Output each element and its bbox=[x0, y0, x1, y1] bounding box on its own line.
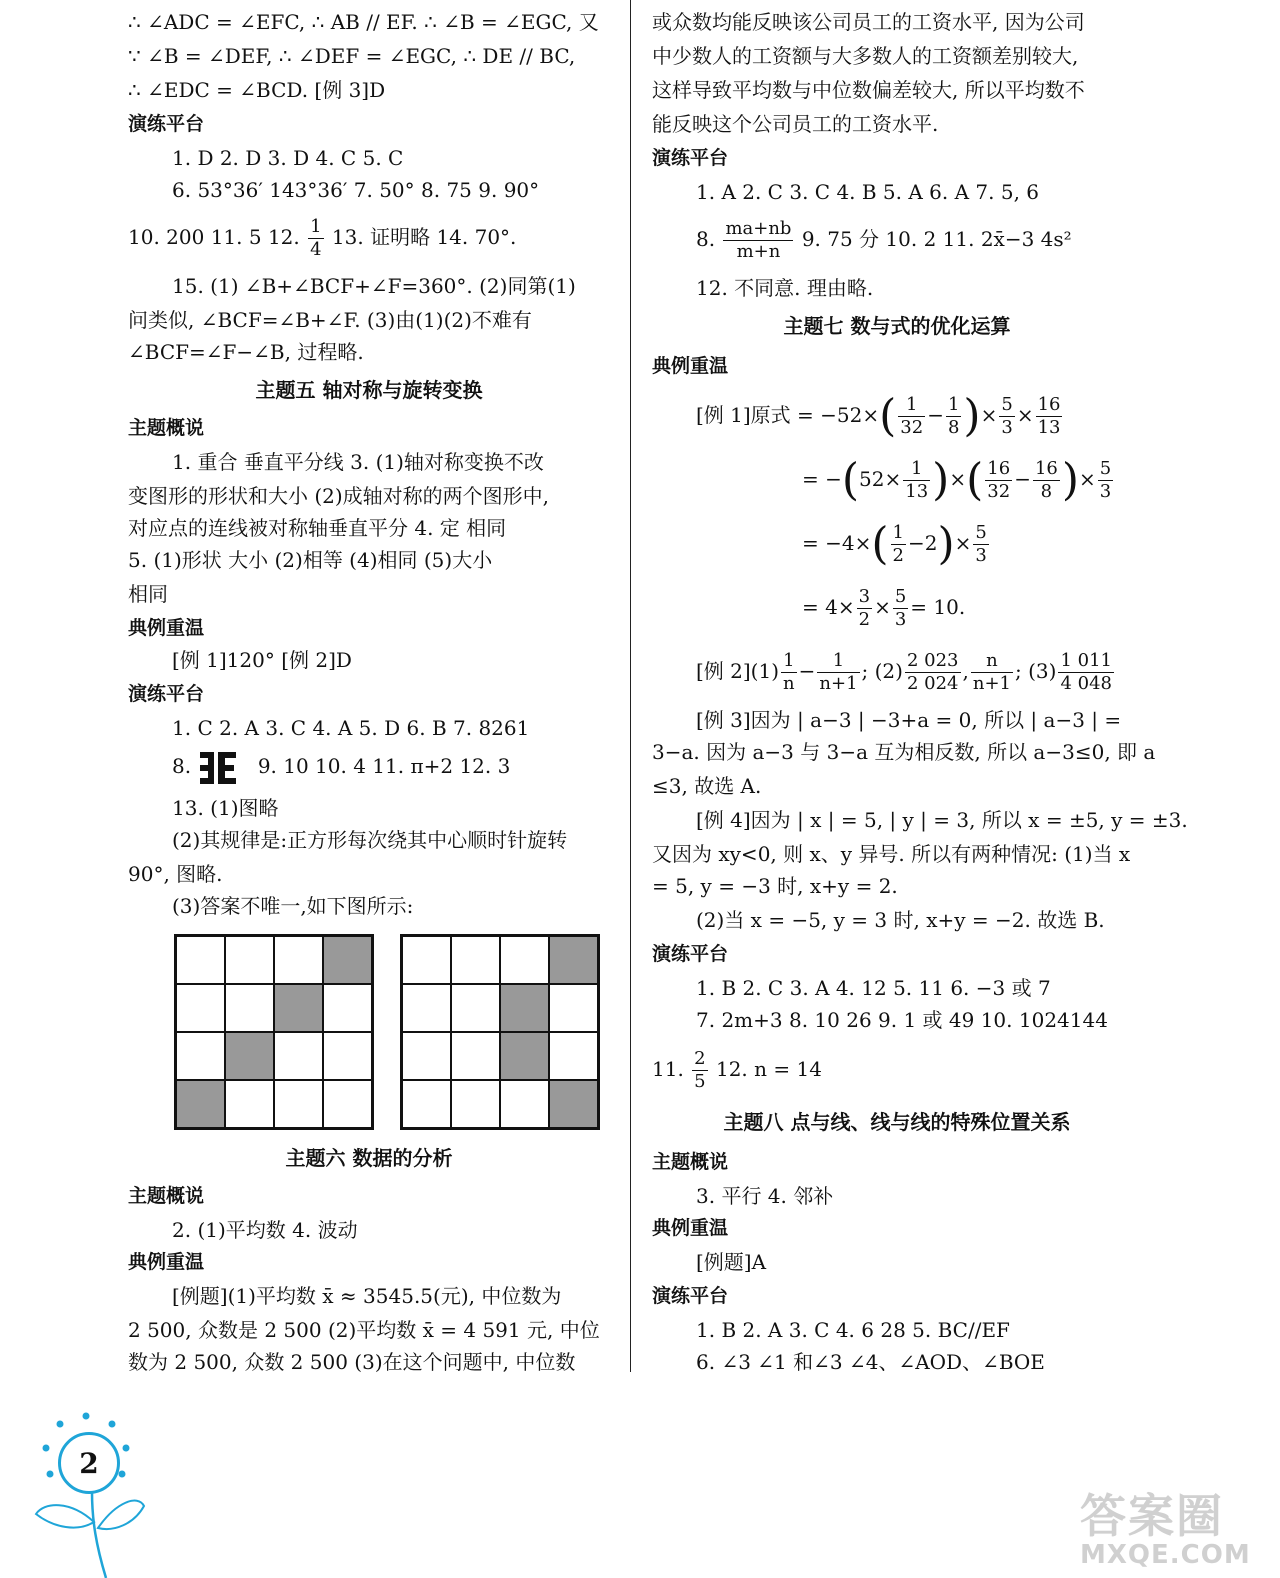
grid-cell bbox=[451, 1080, 500, 1128]
text-line: 能反映这个公司员工的工资水平. bbox=[652, 112, 939, 136]
text-span: 8. bbox=[696, 227, 716, 251]
fraction bbox=[971, 650, 1013, 695]
fraction-numerator: ma+nb bbox=[725, 218, 792, 239]
text-line: [例题](1)平均数 x̄ ≈ 3545.5(元), 中位数为 bbox=[172, 1284, 562, 1308]
fraction-denominator: 3 bbox=[894, 609, 907, 630]
text-line: 7. 2m+3 8. 10 26 9. 1 或 49 10. 1024144 bbox=[696, 1008, 1108, 1032]
fraction-denominator: 5 bbox=[694, 1071, 706, 1092]
text-line: [例 4]因为 | x | = 5, | y | = 3, 所以 x = ±5, y = ±3. bbox=[696, 808, 1188, 832]
text-span: = −4× bbox=[802, 531, 872, 555]
fraction bbox=[817, 650, 859, 695]
fraction-numerator: 5 bbox=[1099, 458, 1112, 479]
fraction-denominator: n bbox=[783, 673, 795, 694]
grid-cell bbox=[451, 1032, 500, 1080]
section-heading: 演练平台 bbox=[128, 113, 205, 135]
grid-cell-filled bbox=[176, 1080, 225, 1128]
grid-cell bbox=[176, 936, 225, 984]
paren-close: ) bbox=[963, 390, 981, 442]
text-line: 12. 不同意. 理由略. bbox=[696, 276, 874, 300]
grid-cell bbox=[402, 1080, 451, 1128]
fraction bbox=[1036, 394, 1063, 439]
text-span: 9. 10 10. 4 11. π+2 12. 3 bbox=[257, 754, 511, 778]
grid-cell bbox=[323, 1080, 372, 1128]
fraction-numerator: 1 bbox=[947, 394, 960, 415]
fraction-denominator: 32 bbox=[987, 481, 1011, 502]
grid-cell-filled bbox=[500, 984, 549, 1032]
text-span: 9. 75 分 10. 2 11. 2x̄−3 4s² bbox=[801, 227, 1072, 251]
page-number: 2 bbox=[58, 1432, 120, 1494]
section-heading: 演练平台 bbox=[652, 147, 729, 169]
grid-cell bbox=[402, 936, 451, 984]
text-line: 1. B 2. A 3. C 4. 6 28 5. BC//EF bbox=[696, 1318, 1010, 1342]
grid-cell-filled bbox=[274, 984, 323, 1032]
answer-grid-2 bbox=[400, 934, 600, 1130]
text-span: 52× bbox=[859, 467, 902, 491]
topic-title: 主题六 数据的分析 bbox=[285, 1146, 453, 1170]
text-span: [例 1]原式 = −52× bbox=[696, 403, 880, 427]
text-span: ; (2) bbox=[861, 659, 903, 683]
fraction-denominator: m+n bbox=[736, 241, 781, 262]
text-line: 13. (1)图略 bbox=[172, 796, 279, 820]
fraction bbox=[723, 218, 793, 263]
fraction-numerator: n bbox=[971, 650, 1013, 673]
fraction bbox=[308, 216, 323, 261]
text-line: [例 3]因为 | a−3 | −3+a = 0, 所以 | a−3 | = bbox=[696, 708, 1122, 732]
text-span: 13. 证明略 14. 70°. bbox=[331, 225, 517, 249]
equation-line: [例 2](1) $\frac{1}{n}$ − $\frac{1}{n+1}$ ; (2) $\frac{2 023}{2 024}$ , $\frac{n}{n+1}$ ; (3) $\frac{1 011}{4 048}$ bbox=[696, 650, 1112, 694]
text-line: 对应点的连线被对称轴垂直平分 4. 定 相同 bbox=[128, 516, 507, 540]
text-span: 11. bbox=[652, 1057, 684, 1081]
grid-cell-filled bbox=[225, 1032, 274, 1080]
text-span: = − bbox=[802, 467, 842, 491]
topic-title: 主题七 数与式的优化运算 bbox=[783, 314, 1011, 338]
fraction-numerator: 1 bbox=[310, 216, 322, 237]
fraction bbox=[946, 394, 961, 439]
fraction-numerator: 2 023 bbox=[906, 650, 959, 671]
section-heading: 演练平台 bbox=[652, 1285, 729, 1307]
grid-cell bbox=[451, 984, 500, 1032]
text-span: −2 bbox=[907, 531, 938, 555]
text-line: 1. 重合 垂直平分线 3. (1)轴对称变换不改 bbox=[172, 450, 544, 474]
section-heading: 演练平台 bbox=[128, 683, 205, 705]
fraction bbox=[893, 586, 908, 631]
fraction-numerator: 1 011 bbox=[1060, 650, 1112, 671]
grid-cell bbox=[323, 984, 372, 1032]
topic-title: 主题五 轴对称与旋转变换 bbox=[255, 378, 483, 402]
fraction-denominator: n+1 bbox=[819, 673, 858, 694]
grid-cell-filled bbox=[323, 936, 372, 984]
text-line: 变图形的形状和大小 (2)成轴对称的两个图形中, bbox=[128, 484, 550, 508]
fraction-numerator: 2 bbox=[694, 1048, 706, 1069]
fraction bbox=[692, 1048, 707, 1093]
paren-open: ( bbox=[879, 390, 897, 442]
fraction bbox=[999, 394, 1014, 439]
fraction-denominator: 2 bbox=[858, 609, 871, 630]
text-line: 1. B 2. C 3. A 4. 12 5. 11 6. −3 或 7 bbox=[696, 976, 1051, 1000]
grid-cell bbox=[549, 1032, 598, 1080]
text-span: = 4× bbox=[802, 595, 855, 619]
text-line: 15. (1) ∠B+∠BCF+∠F=360°. (2)同第(1) bbox=[172, 274, 576, 298]
fraction bbox=[1033, 458, 1060, 503]
fraction-denominator: 2 bbox=[892, 545, 904, 566]
text-line: 6. 53°36′ 143°36′ 7. 50° 8. 75 9. 90° bbox=[172, 178, 540, 202]
grid-cell bbox=[225, 1080, 274, 1128]
topic-title: 主题八 点与线、线与线的特殊位置关系 bbox=[723, 1110, 1071, 1134]
fraction-denominator: 4 bbox=[310, 239, 322, 260]
column-divider bbox=[630, 0, 631, 1372]
text-line: ≤3, 故选 A. bbox=[652, 774, 762, 798]
text-line: (3)答案不唯一,如下图所示: bbox=[172, 894, 414, 918]
fraction bbox=[857, 586, 872, 631]
text-line: [例题]A bbox=[696, 1250, 767, 1274]
text-line: 数为 2 500, 众数 2 500 (3)在这个问题中, 中位数 bbox=[128, 1350, 576, 1374]
text-line bbox=[172, 746, 510, 786]
fraction-numerator: 1 bbox=[898, 394, 925, 417]
text-span: 12. n = 14 bbox=[715, 1057, 822, 1081]
fraction-numerator: 5 bbox=[894, 586, 907, 607]
grid-cell bbox=[225, 936, 274, 984]
text-line: ∵ ∠B = ∠DEF, ∴ ∠DEF = ∠EGC, ∴ DE // BC, bbox=[128, 44, 576, 68]
text-span: 8. bbox=[172, 754, 192, 778]
grid-cell bbox=[500, 1080, 549, 1128]
text-line: ∴ ∠ADC = ∠EFC, ∴ AB // EF. ∴ ∠B = ∠EGC, 又 bbox=[128, 10, 599, 34]
fraction-denominator: 4 048 bbox=[1060, 673, 1112, 694]
grid-cell-filled bbox=[549, 936, 598, 984]
text-line: 或众数均能反映该公司员工的工资水平, 因为公司 bbox=[652, 10, 1085, 34]
grid-cell bbox=[451, 936, 500, 984]
fraction-denominator: 13 bbox=[905, 481, 929, 502]
text-line: 问类似, ∠BCF=∠B+∠F. (3)由(1)(2)不难有 bbox=[128, 308, 532, 332]
text-line: = 5, y = −3 时, x+y = 2. bbox=[652, 874, 898, 898]
text-line: 3−a. 因为 a−3 与 3−a 互为相反数, 所以 a−3≤0, 即 a bbox=[652, 740, 1156, 764]
fraction-numerator: 5 bbox=[1001, 394, 1013, 415]
section-heading: 主题概说 bbox=[652, 1151, 729, 1173]
grid-cell bbox=[225, 984, 274, 1032]
fraction-denominator: 8 bbox=[1040, 481, 1053, 502]
section-heading: 演练平台 bbox=[652, 943, 729, 965]
mirror-e-figure-icon bbox=[197, 750, 239, 786]
paren-close: ) bbox=[932, 454, 950, 506]
text-line: (2)当 x = −5, y = 3 时, x+y = −2. 故选 B. bbox=[696, 908, 1105, 932]
text-line: 3. 平行 4. 邻补 bbox=[696, 1184, 834, 1208]
text-line: 1. C 2. A 3. C 4. A 5. D 6. B 7. 8261 bbox=[172, 716, 530, 740]
watermark-text: 答案圈 bbox=[1080, 1489, 1224, 1543]
watermark-url: MXQE.COM bbox=[1080, 1540, 1251, 1570]
text-line: 1. D 2. D 3. D 4. C 5. C bbox=[172, 146, 404, 170]
fraction bbox=[898, 394, 925, 439]
equation-line: = −4×( $\frac{1}{2}$ −2)× $\frac{5}{3}$ bbox=[802, 518, 987, 570]
section-heading: 典例重温 bbox=[652, 1217, 729, 1239]
fraction-numerator: 5 bbox=[975, 522, 987, 543]
paren-open: ( bbox=[871, 518, 889, 570]
fraction bbox=[903, 458, 930, 503]
fraction bbox=[781, 650, 797, 695]
section-heading: 典例重温 bbox=[128, 617, 205, 639]
paren-close: ) bbox=[1061, 454, 1080, 506]
fraction-numerator: 3 bbox=[858, 586, 871, 607]
text-line: 90°, 图略. bbox=[128, 862, 223, 886]
fraction-denominator: 3 bbox=[975, 545, 987, 566]
fraction bbox=[1058, 650, 1114, 695]
grid-cell bbox=[274, 1032, 323, 1080]
section-heading: 主题概说 bbox=[128, 417, 205, 439]
text-line bbox=[652, 1042, 822, 1096]
equation-line: [例 1]原式 = −52×( $\frac{1}{32}$ − $\frac{1}{8}$ )× $\frac{5}{3}$ × $\frac{16}{13}$ bbox=[696, 390, 1061, 442]
grid-cell-filled bbox=[500, 1032, 549, 1080]
text-line bbox=[696, 214, 1072, 264]
section-heading: 典例重温 bbox=[128, 1251, 205, 1273]
paren-open: ( bbox=[841, 454, 860, 506]
text-line: ∴ ∠EDC = ∠BCD. [例 3]D bbox=[128, 78, 386, 102]
paren-close: ) bbox=[937, 518, 955, 570]
section-heading: 主题概说 bbox=[128, 1185, 205, 1207]
fraction-numerator: 1 bbox=[781, 650, 797, 673]
grid-cell-filled bbox=[549, 1080, 598, 1128]
answer-grid-1 bbox=[174, 934, 374, 1130]
section-heading: 典例重温 bbox=[652, 355, 729, 377]
grid-cell bbox=[500, 936, 549, 984]
grid-cell bbox=[402, 1032, 451, 1080]
fraction bbox=[891, 522, 906, 567]
fraction bbox=[985, 458, 1012, 503]
paren-open: ( bbox=[966, 454, 984, 506]
grid-cell bbox=[549, 984, 598, 1032]
fraction-denominator: 3 bbox=[1001, 417, 1013, 438]
fraction-numerator: 16 bbox=[1037, 394, 1061, 415]
watermark bbox=[1080, 1480, 1251, 1570]
fraction-denominator: 2 024 bbox=[906, 673, 959, 694]
text-line bbox=[128, 212, 516, 262]
grid-cell bbox=[323, 1032, 372, 1080]
fraction-numerator: 16 bbox=[987, 458, 1011, 479]
grid-cell bbox=[176, 1032, 225, 1080]
text-line: 2. (1)平均数 4. 波动 bbox=[172, 1218, 358, 1242]
text-line: 5. (1)形状 大小 (2)相等 (4)相同 (5)大小 bbox=[128, 548, 493, 572]
fraction bbox=[973, 522, 988, 567]
fraction-numerator: 1 bbox=[817, 650, 859, 673]
text-line: 这样导致平均数与中位数偏差较大, 所以平均数不 bbox=[652, 78, 1085, 102]
text-line: 6. ∠3 ∠1 和∠3 ∠4、∠AOD、∠BOE bbox=[696, 1350, 1045, 1374]
fraction-denominator: n+1 bbox=[972, 673, 1011, 694]
fraction-denominator: 32 bbox=[900, 417, 924, 438]
fraction bbox=[1098, 458, 1113, 503]
grid-cell bbox=[176, 984, 225, 1032]
text-span: [例 2](1) bbox=[696, 659, 780, 683]
fraction-denominator: 3 bbox=[1099, 481, 1112, 502]
fraction-denominator: 13 bbox=[1037, 417, 1061, 438]
text-line: [例 1]120° [例 2]D bbox=[172, 648, 352, 672]
text-line: 2 500, 众数是 2 500 (2)平均数 x̄ = 4 591 元, 中位 bbox=[128, 1318, 600, 1342]
equation-line: = −(52× $\frac{1}{13}$ )×( $\frac{16}{32}$ − $\frac{16}{8}$ )× $\frac{5}{3}$ bbox=[802, 454, 1112, 506]
text-line: 相同 bbox=[128, 582, 168, 606]
fraction-numerator: 16 bbox=[1034, 458, 1058, 479]
fraction-numerator: 1 bbox=[892, 522, 904, 543]
fraction bbox=[905, 650, 961, 695]
text-line: (2)其规律是:正方形每次绕其中心顺时针旋转 bbox=[172, 828, 568, 852]
text-line: ∠BCF=∠F−∠B, 过程略. bbox=[128, 340, 364, 364]
equation-line: = 4× $\frac{3}{2}$ × $\frac{5}{3}$ = 10. bbox=[802, 586, 966, 630]
grid-cell bbox=[402, 984, 451, 1032]
text-span: 10. 200 11. 5 12. bbox=[128, 225, 300, 249]
text-span: ; (3) bbox=[1015, 659, 1057, 683]
text-line: 1. A 2. C 3. C 4. B 5. A 6. A 7. 5, 6 bbox=[696, 180, 1040, 204]
grid-cell bbox=[274, 1080, 323, 1128]
fraction-numerator: 1 bbox=[903, 458, 930, 481]
grid-cell bbox=[274, 936, 323, 984]
fraction-denominator: 8 bbox=[947, 417, 960, 438]
text-line: 又因为 xy<0, 则 x、y 异号. 所以有两种情况: (1)当 x bbox=[652, 842, 1131, 866]
text-span: = 10. bbox=[910, 595, 966, 619]
text-line: 中少数人的工资额与大多数人的工资额差别较大, bbox=[652, 44, 1079, 68]
